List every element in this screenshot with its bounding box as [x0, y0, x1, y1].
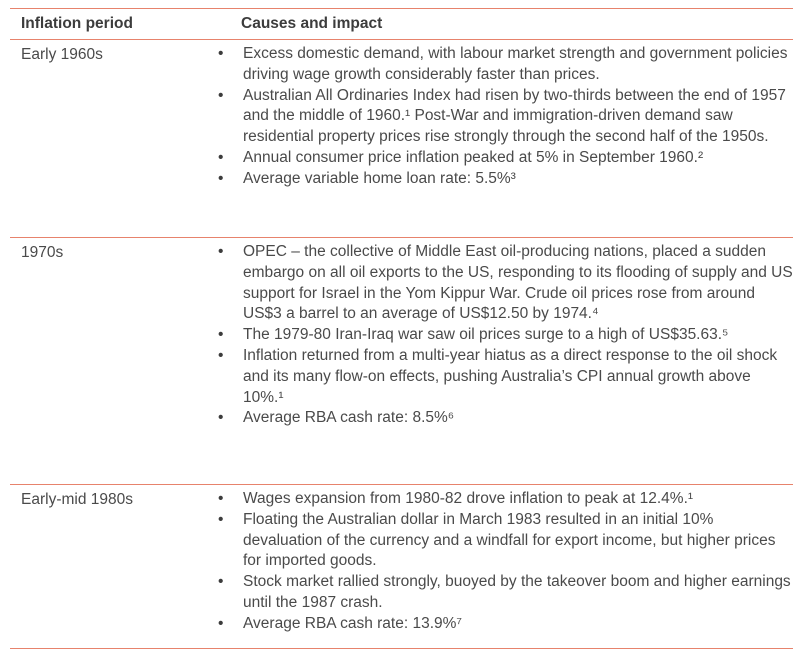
period-cell: Early 1960s [21, 46, 103, 63]
list-item: • Average RBA cash rate: 8.5%⁶ [218, 408, 793, 429]
table-row [10, 238, 793, 485]
list-item: • Average RBA cash rate: 13.9%⁷ [218, 614, 793, 635]
list-item: • Excess domestic demand, with labour market strength and government policies driving wage growth considerably faster than prices. [218, 44, 793, 86]
list-item: • Inflation returned from a multi-year hiatus as a direct response to the oil shock and its many flow-on effects, pushing Australia’s CPI annual growth above 10%.¹ [218, 346, 793, 408]
table-header-row [10, 8, 793, 40]
list-item: • Floating the Australian dollar in March 1983 resulted in an initial 10% devaluation of the currency and a windfall for export income, but higher prices for imported goods. [218, 510, 793, 572]
list-item: • Stock market rallied strongly, buoyed by the takeover boom and higher earnings until the 1987 crash. [218, 572, 793, 614]
list-item: • Average variable home loan rate: 5.5%³ [218, 169, 793, 190]
inflation-table [10, 8, 793, 649]
list-item: • Australian All Ordinaries Index had risen by two-thirds between the end of 1957 and the middle of 1960.¹ Post-War and immigration-driven demand saw residential property prices rise strongly through the second half of the 1950s. [218, 86, 793, 148]
table-row [10, 485, 793, 649]
causes-list [218, 238, 793, 435]
causes-list [218, 40, 793, 196]
list-item: • Annual consumer price inflation peaked at 5% in September 1960.² [218, 148, 793, 169]
period-cell: 1970s [21, 244, 64, 261]
period-cell: Early-mid 1980s [21, 491, 133, 508]
header-causes-and-impact: Causes and impact [241, 15, 383, 32]
causes-cell [218, 40, 793, 237]
causes-cell [218, 238, 793, 484]
header-inflation-period: Inflation period [21, 15, 133, 32]
causes-cell [218, 485, 793, 648]
list-item: • Wages expansion from 1980-82 drove inflation to peak at 12.4%.¹ [218, 489, 793, 510]
list-item: • OPEC – the collective of Middle East oil-producing nations, placed a sudden embargo on all oil exports to the US, responding to its flooding of supply and US support for Israel in the Yom Kippur War. Crude oil prices rose from around US$3 a barrel to an average of US$12.50 by 1974.⁴ [218, 242, 793, 325]
list-item: • The 1979-80 Iran-Iraq war saw oil prices surge to a high of US$35.63.⁵ [218, 325, 793, 346]
causes-list [218, 485, 793, 641]
table-row [10, 40, 793, 238]
